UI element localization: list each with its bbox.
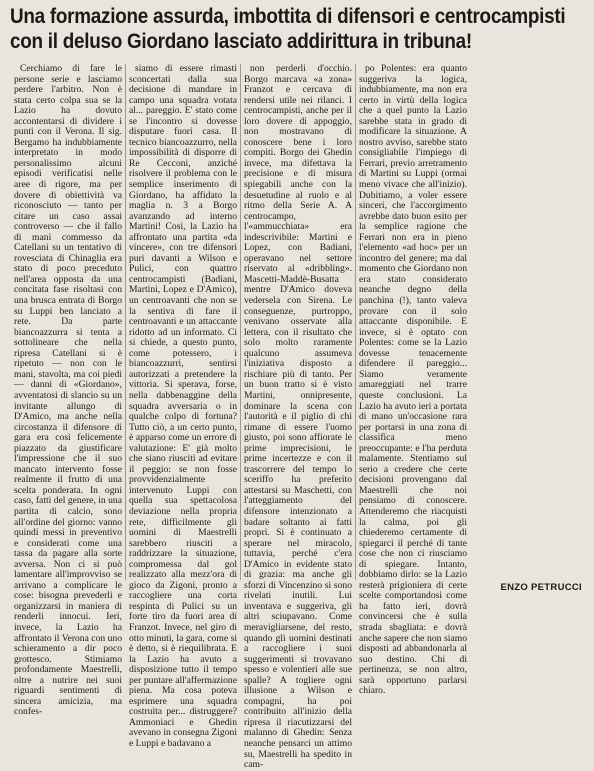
column-4-text: po Polentes: era quanto suggeriva la logica, indubbiamente, ma non era certo in virtù della logica che a quel punto la Lazio sarebbe stata in grado di modificare la situazione. A nostro avviso, sarebbe stato consigliabile l'impiego di Ferrari, previo arretramento di Martini su Luppi (ormai meno vivace che all'inizio). Dubitiamo, a voler essere sinceri, che l'accorgimento avrebbe dato buon esito per la semplice ragione che Ferrari non era in pieno l'elemento «ad hoc» per un incontro del genere; ma dal momento che Giordano non era stato considerato neanche degno della panchina (!), tanto valeva provare con il solo attaccante disponibile. E invece, si è optato con Polentes: come se la Lazio dovesse tenacemente difendere il pareggio... Siamo veramente amareggiati nel trarre queste conclusioni. La Lazio ha avuto ieri a portata di mano un'occasione rara per portarsi in una zona di classifica meno preoccupante: e l'ha perduta malamente. Stentiamo sul serio a credere che certe decisioni provengano dal Maestrelli che noi pensiamo di conoscere. Attenderemo che riacquisti la calma, poi gli chiederemo certamente di spiegarci il perché di tante cose che non ci riusciamo di spiegare. Intanto, dobbiamo dirlo: se la Lazio resterà prigioniera di certe scelte comportandosi come ha fatto ieri, dovrà convincersi che è sulla strada sbagliata: e dovrà anche sapere che non siamo disposti ad abbandonarla al suo destino. Chi di pertinenza, se non altro, sarà opportuno parlarsi chiaro. — [359, 63, 467, 697]
article-column-3 — [244, 63, 352, 771]
article-column-1 — [14, 63, 122, 718]
column-divider — [355, 64, 356, 580]
headline-line-1: Una formazione assurda, imbottita di difensori e centrocampisti — [10, 5, 566, 28]
headline — [10, 4, 586, 54]
column-3-text: non perderli d'occhio. Borgo marcava «a zona» Franzot e cercava di rendersi utile nei rilanci. I centrocampisti, anche per il loro dovere di appoggio, non mostravano di conoscere bene i loro compiti. Borgo dei Ghedin invece, ma difettava la precisione e di misura spiegabili anche con la desuetudine al ruolo e al ritmo della Serie A. A centrocampo, l'«ammucchiata» era indescrivibile: Martini e Lopez, con Badiani, operavano nel settore riservato al «dribbling». Mascetti-Maddè-Busatta mentre D'Amico doveva vedersela con Sirena. Le conseguenze, purtroppo, venivano osservate alla lettera, con il risultato che solo molto raramente qualcuno assumeva l'iniziativa disposto a rischiare più di tanto. Per un buon tratto si è visto Martini, onnipresente, dominare la scena con l'autorità e il piglio di chi rimane di essere l'uomo giusto, poi sono affiorate le prime imprecisioni, le prime incertezze e con il trascorrere del tempo lo sceriffo ha preferito attestarsi su Maschetti, con l'atteggiamento del difensore intenzionato a badare soltanto ai fatti propri. Si è continuato a sperare nel miracolo, tuttavia, perché c'era D'Amico in evidente stato di grazia: ma anche gli sforzi di Vincenzino si sono rivelati inutili. Lui inventava e suggeriva, gli altri sciupavano. Come meravigliarsene, del resto, quando gli uomini destinati a raccogliere i suoi suggerimenti si trovavano spesso e volentieri alle sue spalle? A togliere ogni illusione a Wilson e compagni, ha poi contribuito all'inizio della ripresa il riacutizzarsi del malanno di Ghedin: Senza neanche pensarci un attimo su, Maestrelli ha spedito in cam- — [244, 63, 352, 771]
column-divider — [125, 64, 126, 580]
author-byline: ENZO PETRUCCI — [500, 582, 582, 593]
column-divider — [240, 64, 241, 580]
article-column-2 — [129, 63, 237, 749]
column-1-text: Cerchiamo di fare le persone serie e lasciamo perdere l'arbitro. Non è stata certo colpa sua se la Lazio ha dovuto accontentarsi di dividere i punti con il Verona. Il sig. Bergamo ha indubbiamente interpretato in modo personalissimo alcuni episodi verificatisi nelle aree di rigore, ma per dovere di obiettività va riconosciuto — tanto per citare un caso assai controverso — che il fallo di mani commesso da Catellani su un tentativo di rovesciata di Chinaglia era stato di poco preceduto nell'area opposta da una concitata fase risoltasi con una brusca entrata di Borgo su Luppi ben lanciato a rete. Da parte biancoazzurra si tenta a sottolineare che nella ripresa Catellani si è ripetuto — non con le mani, stavolta, ma coi piedi — danni di «Giordano», avventatosi di slancio su un invitante allungo di D'Amico, ma anche nella circostanza il difensore di gara era così felicemente piazzato da giustificare l'impressione che il suo mancato intervento fosse realmente il frutto di una scelta ponderata. In ogni caso, fatti del genere, in una partita di calcio, sono all'ordine del giorno: vanno quindi messi in preventivo e considerati come una tassa da pagare alla sorte avversa. Non ci si può lamentare all'improvviso se arrivano a complicare le cose: bisogna prevederli e organizzarsi in maniera di renderli innocui. Ieri, invece, la Lazio ha affrontato il Verona con uno schieramento a dir poco grottesco. Stimiamo profondamente Maestrelli, oltre a nutrire nei suoi riguardi sentimenti di sincera amicizia, ma confes- — [14, 63, 122, 718]
article-column-4 — [359, 63, 467, 697]
column-2-text: siamo di essere rimasti sconcertati dalla sua decisione di mandare in campo una squadra votata al... pareggio. E' stato come se l'incontro si dovesse disputare fuori casa. Il tecnico biancoazzurro, nella impossibilità di disporre di Re Cecconi, anziché risolvere il problema con le semplice inserimento di Giordano, ha affidato la maglia n. 3 a Borgo avanzando ad interno Martini! Così, la Lazio ha affrontato una partita «da vincere», con tre difensori puri davanti a Wilson e Pulici, con quattro centrocampisti (Badiani, Martini, Lopez e D'Amico), un centroavanti che non se la sentiva di fare il centroavanti e un attaccante ridotto ad un informato. Ci si chiede, a questo punto, come potessero, i biancoazzurri, sentirsi autorizzati a pretendere la vittoria. Si sperava, forse, nella dabbenaggine della squadra avversaria o in qualche colpo di fortuna? Tutto ciò, a un certo punto, è apparso come un errore di valutazione: E' già molto che siano riusciti ad evitare il peggio: se non fosse provvidenzialmente intervenuto Luppi con quella sua spettacolosa deviazione nella propria rete, difficilmente gli uomini di Maestrelli sarebbero riusciti a raddrizzare la situazione, compromessa dal gol realizzato alla mezz'ora di gioco da Zigoni, pronto a raccogliere una corta respinta di Pulici su un forte tiro da fuori area di Franzot. Invece, nel giro di otto minuti, la gara, come si è detto, si è riequilibrata. E la Lazio ha avuto a disposizione tutto il tempo per puntare all'affermazione piena. Ma cosa poteva esprimere una squadra costruita per... distruggere? Ammoniaci e Ghedin avevano in consegna Zigoni e Luppi e badavano a — [129, 63, 237, 749]
headline-line-2: con il deluso Giordano lasciato addirittura in tribuna! — [10, 30, 472, 53]
